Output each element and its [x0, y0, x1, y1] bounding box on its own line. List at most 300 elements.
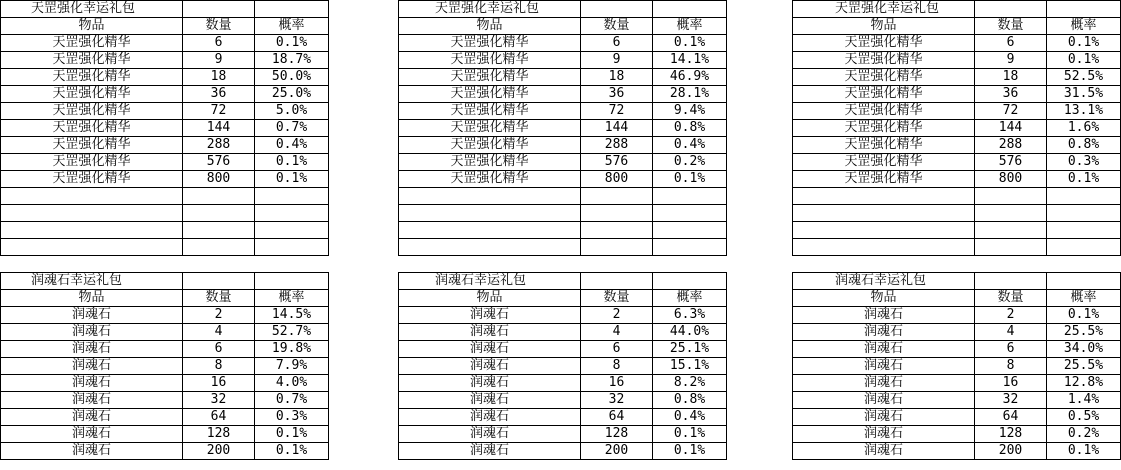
tiangang-table [398, 0, 727, 256]
table-row [792, 443, 1121, 460]
quantity-cell[interactable]: 64 [581, 409, 653, 425]
header-probability[interactable]: 概率 [1047, 18, 1121, 34]
probability-cell[interactable]: 0.1% [255, 154, 329, 170]
item-cell[interactable]: 天罡强化精华 [0, 171, 183, 187]
quantity-cell[interactable]: 18 [581, 69, 653, 85]
quantity-cell[interactable]: 36 [581, 86, 653, 102]
empty-cell[interactable] [975, 205, 1047, 222]
quantity-cell[interactable]: 64 [975, 409, 1047, 425]
table-row [398, 69, 727, 86]
item-cell[interactable]: 天罡强化精华 [792, 120, 975, 136]
item-cell[interactable]: 天罡强化精华 [792, 171, 975, 187]
item-cell[interactable]: 天罡强化精华 [0, 52, 183, 68]
probability-cell[interactable]: 0.1% [1047, 52, 1121, 68]
header-item[interactable]: 物品 [0, 290, 183, 306]
quantity-cell[interactable]: 6 [975, 35, 1047, 51]
table-row [398, 35, 727, 52]
probability-cell[interactable]: 4.0% [255, 375, 329, 391]
table-title[interactable]: 润魂石幸运礼包 [792, 273, 975, 289]
item-cell[interactable]: 天罡强化精华 [792, 103, 975, 119]
quantity-cell[interactable]: 72 [581, 103, 653, 119]
probability-cell[interactable]: 14.5% [255, 307, 329, 323]
probability-cell[interactable]: 0.4% [653, 137, 727, 153]
item-cell[interactable]: 天罡强化精华 [792, 35, 975, 51]
tiangang-table [0, 0, 329, 256]
probability-cell[interactable]: 25.5% [1047, 324, 1121, 340]
empty-cell[interactable] [581, 188, 653, 205]
item-cell[interactable]: 润魂石 [398, 409, 581, 425]
empty-cell[interactable] [0, 188, 183, 205]
quantity-cell[interactable]: 800 [183, 171, 255, 187]
quantity-cell[interactable]: 128 [183, 426, 255, 442]
item-cell[interactable]: 润魂石 [792, 409, 975, 425]
table-row [0, 69, 329, 86]
probability-cell[interactable]: 12.8% [1047, 375, 1121, 391]
probability-cell[interactable]: 0.4% [255, 137, 329, 153]
item-cell[interactable]: 润魂石 [0, 341, 183, 357]
quantity-cell[interactable]: 6 [581, 341, 653, 357]
empty-cell[interactable] [1047, 188, 1121, 205]
item-cell[interactable]: 润魂石 [398, 341, 581, 357]
empty-cell[interactable] [653, 205, 727, 222]
table-row [398, 171, 727, 188]
quantity-cell[interactable]: 9 [581, 52, 653, 68]
quantity-cell[interactable]: 9 [975, 52, 1047, 68]
item-cell[interactable]: 润魂石 [0, 443, 183, 459]
table-row [398, 426, 727, 443]
header-quantity[interactable]: 数量 [975, 18, 1047, 34]
header-quantity[interactable]: 数量 [581, 18, 653, 34]
empty-cell[interactable] [1047, 205, 1121, 222]
quantity-cell[interactable]: 576 [975, 154, 1047, 170]
item-cell[interactable]: 润魂石 [398, 358, 581, 374]
empty-cell[interactable] [975, 188, 1047, 205]
empty-row [0, 205, 329, 222]
table-header-row [398, 18, 727, 35]
probability-cell[interactable]: 0.1% [653, 171, 727, 187]
empty-cell[interactable] [581, 205, 653, 222]
empty-cell[interactable] [975, 273, 1047, 289]
empty-cell[interactable] [792, 239, 975, 256]
table-title-row [398, 1, 727, 18]
probability-cell[interactable]: 25.0% [255, 86, 329, 102]
probability-cell[interactable]: 52.5% [1047, 69, 1121, 85]
empty-cell[interactable] [792, 188, 975, 205]
item-cell[interactable]: 润魂石 [398, 392, 581, 408]
quantity-cell[interactable]: 144 [183, 120, 255, 136]
probability-cell[interactable]: 0.2% [1047, 426, 1121, 442]
probability-cell[interactable]: 0.1% [255, 426, 329, 442]
probability-cell[interactable]: 0.1% [1047, 171, 1121, 187]
empty-row [792, 205, 1121, 222]
empty-cell[interactable] [1047, 222, 1121, 239]
probability-cell[interactable]: 46.9% [653, 69, 727, 85]
item-cell[interactable]: 天罡强化精华 [398, 86, 581, 102]
runhunshi-table [398, 272, 727, 460]
item-cell[interactable]: 润魂石 [0, 409, 183, 425]
quantity-cell[interactable]: 800 [581, 171, 653, 187]
item-cell[interactable]: 润魂石 [792, 307, 975, 323]
item-cell[interactable]: 润魂石 [792, 375, 975, 391]
tiangang-table [792, 0, 1121, 256]
table-row [0, 154, 329, 171]
header-item[interactable]: 物品 [792, 290, 975, 306]
item-cell[interactable]: 润魂石 [0, 426, 183, 442]
probability-cell[interactable]: 0.1% [653, 35, 727, 51]
quantity-cell[interactable]: 36 [183, 86, 255, 102]
probability-cell[interactable]: 34.0% [1047, 341, 1121, 357]
probability-cell[interactable]: 0.3% [255, 409, 329, 425]
table-row [792, 35, 1121, 52]
item-cell[interactable]: 天罡强化精华 [398, 103, 581, 119]
quantity-cell[interactable]: 72 [183, 103, 255, 119]
item-cell[interactable]: 天罡强化精华 [0, 69, 183, 85]
table-row [792, 120, 1121, 137]
table-row [0, 35, 329, 52]
quantity-cell[interactable]: 288 [581, 137, 653, 153]
table-title[interactable]: 天罡强化幸运礼包 [0, 1, 183, 17]
empty-cell[interactable] [653, 222, 727, 239]
table-row [398, 443, 727, 460]
quantity-cell[interactable]: 8 [975, 358, 1047, 374]
quantity-cell[interactable]: 200 [975, 443, 1047, 459]
quantity-cell[interactable]: 32 [581, 392, 653, 408]
runhunshi-table [0, 272, 329, 460]
item-cell[interactable]: 润魂石 [0, 375, 183, 391]
empty-row [0, 222, 329, 239]
quantity-cell[interactable]: 576 [581, 154, 653, 170]
empty-cell[interactable] [183, 1, 255, 17]
table-row [792, 171, 1121, 188]
probability-cell[interactable]: 6.3% [653, 307, 727, 323]
empty-cell[interactable] [255, 205, 329, 222]
probability-cell[interactable]: 19.8% [255, 341, 329, 357]
table-row [398, 120, 727, 137]
quantity-cell[interactable]: 36 [975, 86, 1047, 102]
header-item[interactable]: 物品 [398, 18, 581, 34]
table-row [0, 358, 329, 375]
quantity-cell[interactable]: 128 [581, 426, 653, 442]
quantity-cell[interactable]: 16 [183, 375, 255, 391]
table-row [0, 375, 329, 392]
item-cell[interactable]: 天罡强化精华 [792, 52, 975, 68]
probability-cell[interactable]: 13.1% [1047, 103, 1121, 119]
probability-cell[interactable]: 0.1% [1047, 307, 1121, 323]
empty-cell[interactable] [1047, 239, 1121, 256]
item-cell[interactable]: 天罡强化精华 [0, 35, 183, 51]
probability-cell[interactable]: 0.7% [255, 120, 329, 136]
table-title[interactable]: 润魂石幸运礼包 [398, 273, 581, 289]
item-cell[interactable]: 天罡强化精华 [0, 103, 183, 119]
table-row [398, 86, 727, 103]
probability-cell[interactable]: 0.4% [653, 409, 727, 425]
item-cell[interactable]: 天罡强化精华 [398, 52, 581, 68]
item-cell[interactable]: 天罡强化精华 [0, 137, 183, 153]
panel-3 [792, 0, 1121, 458]
probability-cell[interactable]: 0.8% [653, 392, 727, 408]
quantity-cell[interactable]: 288 [183, 137, 255, 153]
probability-cell[interactable]: 9.4% [653, 103, 727, 119]
quantity-cell[interactable]: 18 [183, 69, 255, 85]
quantity-cell[interactable]: 8 [581, 358, 653, 374]
table-row [398, 137, 727, 154]
table-row [0, 392, 329, 409]
empty-row [792, 239, 1121, 256]
empty-cell[interactable] [975, 222, 1047, 239]
quantity-cell[interactable]: 16 [975, 375, 1047, 391]
probability-cell[interactable]: 1.6% [1047, 120, 1121, 136]
table-header-row [398, 290, 727, 307]
probability-cell[interactable]: 0.1% [1047, 35, 1121, 51]
item-cell[interactable]: 润魂石 [0, 392, 183, 408]
item-cell[interactable]: 润魂石 [398, 375, 581, 391]
empty-cell[interactable] [581, 239, 653, 256]
quantity-cell[interactable]: 2 [975, 307, 1047, 323]
probability-cell[interactable]: 0.2% [653, 154, 727, 170]
probability-cell[interactable]: 0.1% [255, 443, 329, 459]
quantity-cell[interactable]: 128 [975, 426, 1047, 442]
empty-cell[interactable] [183, 222, 255, 239]
probability-cell[interactable]: 5.0% [255, 103, 329, 119]
table-title[interactable]: 润魂石幸运礼包 [0, 273, 183, 289]
item-cell[interactable]: 润魂石 [398, 307, 581, 323]
quantity-cell[interactable]: 144 [581, 120, 653, 136]
empty-cell[interactable] [581, 222, 653, 239]
quantity-cell[interactable]: 4 [581, 324, 653, 340]
table-row [0, 341, 329, 358]
table-row [0, 120, 329, 137]
quantity-cell[interactable]: 32 [183, 392, 255, 408]
item-cell[interactable]: 润魂石 [792, 392, 975, 408]
probability-cell[interactable]: 1.4% [1047, 392, 1121, 408]
table-row [0, 52, 329, 69]
table-title[interactable]: 天罡强化幸运礼包 [398, 1, 581, 17]
table-title[interactable]: 天罡强化幸运礼包 [792, 1, 975, 17]
item-cell[interactable]: 天罡强化精华 [398, 35, 581, 51]
table-row [398, 392, 727, 409]
table-row [792, 426, 1121, 443]
item-cell[interactable]: 天罡强化精华 [792, 69, 975, 85]
table-row [792, 154, 1121, 171]
empty-cell[interactable] [653, 1, 727, 17]
runhunshi-table [792, 272, 1121, 460]
quantity-cell[interactable]: 6 [975, 341, 1047, 357]
empty-cell[interactable] [183, 205, 255, 222]
item-cell[interactable]: 润魂石 [792, 426, 975, 442]
quantity-cell[interactable]: 144 [975, 120, 1047, 136]
table-row [0, 171, 329, 188]
empty-row [398, 188, 727, 205]
item-cell[interactable]: 润魂石 [0, 358, 183, 374]
table-row [398, 409, 727, 426]
header-item[interactable]: 物品 [0, 18, 183, 34]
probability-cell[interactable]: 0.5% [1047, 409, 1121, 425]
probability-cell[interactable]: 8.2% [653, 375, 727, 391]
item-cell[interactable]: 润魂石 [792, 324, 975, 340]
item-cell[interactable]: 润魂石 [398, 426, 581, 442]
empty-cell[interactable] [0, 222, 183, 239]
table-row [792, 392, 1121, 409]
header-quantity[interactable]: 数量 [183, 18, 255, 34]
table-row [792, 52, 1121, 69]
header-item[interactable]: 物品 [792, 18, 975, 34]
item-cell[interactable]: 天罡强化精华 [398, 120, 581, 136]
quantity-cell[interactable]: 2 [581, 307, 653, 323]
probability-cell[interactable]: 0.3% [1047, 154, 1121, 170]
header-probability[interactable]: 概率 [255, 18, 329, 34]
empty-cell[interactable] [255, 239, 329, 256]
empty-cell[interactable] [398, 222, 581, 239]
probability-cell[interactable]: 0.1% [653, 443, 727, 459]
probability-cell[interactable]: 44.0% [653, 324, 727, 340]
item-cell[interactable]: 润魂石 [398, 324, 581, 340]
empty-cell[interactable] [581, 273, 653, 289]
table-row [792, 341, 1121, 358]
quantity-cell[interactable]: 200 [581, 443, 653, 459]
empty-cell[interactable] [792, 205, 975, 222]
probability-cell[interactable]: 52.7% [255, 324, 329, 340]
empty-cell[interactable] [183, 273, 255, 289]
probability-cell[interactable]: 0.8% [653, 120, 727, 136]
item-cell[interactable]: 天罡强化精华 [792, 154, 975, 170]
empty-cell[interactable] [255, 273, 329, 289]
table-row [792, 86, 1121, 103]
quantity-cell[interactable]: 64 [183, 409, 255, 425]
quantity-cell[interactable]: 16 [581, 375, 653, 391]
empty-cell[interactable] [0, 205, 183, 222]
quantity-cell[interactable]: 2 [183, 307, 255, 323]
item-cell[interactable]: 天罡强化精华 [398, 137, 581, 153]
empty-cell[interactable] [255, 1, 329, 17]
item-cell[interactable]: 润魂石 [792, 358, 975, 374]
table-row [398, 52, 727, 69]
probability-cell[interactable]: 0.1% [255, 171, 329, 187]
quantity-cell[interactable]: 800 [975, 171, 1047, 187]
table-row [792, 103, 1121, 120]
empty-cell[interactable] [183, 188, 255, 205]
probability-cell[interactable]: 0.1% [653, 426, 727, 442]
quantity-cell[interactable]: 6 [183, 341, 255, 357]
panel-1 [0, 0, 329, 458]
table-header-row [0, 290, 329, 307]
quantity-cell[interactable]: 6 [183, 35, 255, 51]
item-cell[interactable]: 润魂石 [0, 307, 183, 323]
empty-row [398, 222, 727, 239]
empty-cell[interactable] [398, 239, 581, 256]
header-quantity[interactable]: 数量 [183, 290, 255, 306]
quantity-cell[interactable]: 200 [183, 443, 255, 459]
table-header-row [792, 18, 1121, 35]
header-probability[interactable]: 概率 [653, 290, 727, 306]
empty-cell[interactable] [653, 273, 727, 289]
header-quantity[interactable]: 数量 [581, 290, 653, 306]
quantity-cell[interactable]: 6 [581, 35, 653, 51]
item-cell[interactable]: 天罡强化精华 [398, 154, 581, 170]
probability-cell[interactable]: 25.1% [653, 341, 727, 357]
probability-cell[interactable]: 50.0% [255, 69, 329, 85]
probability-cell[interactable]: 28.1% [653, 86, 727, 102]
probability-cell[interactable]: 7.9% [255, 358, 329, 374]
item-cell[interactable]: 天罡强化精华 [0, 154, 183, 170]
probability-cell[interactable]: 0.1% [1047, 443, 1121, 459]
quantity-cell[interactable]: 32 [975, 392, 1047, 408]
probability-cell[interactable]: 0.8% [1047, 137, 1121, 153]
item-cell[interactable]: 天罡强化精华 [0, 86, 183, 102]
item-cell[interactable]: 天罡强化精华 [792, 86, 975, 102]
quantity-cell[interactable]: 4 [975, 324, 1047, 340]
quantity-cell[interactable]: 72 [975, 103, 1047, 119]
item-cell[interactable]: 天罡强化精华 [792, 137, 975, 153]
empty-cell[interactable] [398, 205, 581, 222]
probability-cell[interactable]: 25.5% [1047, 358, 1121, 374]
empty-cell[interactable] [0, 239, 183, 256]
panel-2 [398, 0, 727, 458]
item-cell[interactable]: 天罡强化精华 [0, 120, 183, 136]
empty-cell[interactable] [398, 188, 581, 205]
header-probability[interactable]: 概率 [653, 18, 727, 34]
quantity-cell[interactable]: 8 [183, 358, 255, 374]
empty-cell[interactable] [653, 188, 727, 205]
probability-cell[interactable]: 18.7% [255, 52, 329, 68]
empty-cell[interactable] [792, 222, 975, 239]
item-cell[interactable]: 润魂石 [398, 443, 581, 459]
table-title-row [0, 1, 329, 18]
header-quantity[interactable]: 数量 [975, 290, 1047, 306]
empty-cell[interactable] [255, 188, 329, 205]
table-row [0, 137, 329, 154]
table-row [0, 409, 329, 426]
quantity-cell[interactable]: 9 [183, 52, 255, 68]
probability-cell[interactable]: 14.1% [653, 52, 727, 68]
empty-cell[interactable] [1047, 273, 1121, 289]
item-cell[interactable]: 润魂石 [792, 443, 975, 459]
item-cell[interactable]: 天罡强化精华 [398, 69, 581, 85]
empty-cell[interactable] [975, 1, 1047, 17]
empty-cell[interactable] [581, 1, 653, 17]
empty-row [792, 222, 1121, 239]
quantity-cell[interactable]: 288 [975, 137, 1047, 153]
header-probability[interactable]: 概率 [1047, 290, 1121, 306]
probability-cell[interactable]: 0.1% [255, 35, 329, 51]
empty-cell[interactable] [183, 239, 255, 256]
item-cell[interactable]: 天罡强化精华 [398, 171, 581, 187]
table-header-row [792, 290, 1121, 307]
header-item[interactable]: 物品 [398, 290, 581, 306]
item-cell[interactable]: 润魂石 [0, 324, 183, 340]
empty-cell[interactable] [1047, 1, 1121, 17]
probability-cell[interactable]: 15.1% [653, 358, 727, 374]
table-row [398, 154, 727, 171]
quantity-cell[interactable]: 4 [183, 324, 255, 340]
table-row [398, 324, 727, 341]
table-row [0, 426, 329, 443]
probability-cell[interactable]: 31.5% [1047, 86, 1121, 102]
empty-cell[interactable] [975, 239, 1047, 256]
table-row [792, 69, 1121, 86]
table-row [792, 358, 1121, 375]
quantity-cell[interactable]: 18 [975, 69, 1047, 85]
header-probability[interactable]: 概率 [255, 290, 329, 306]
empty-row [398, 239, 727, 256]
probability-cell[interactable]: 0.7% [255, 392, 329, 408]
quantity-cell[interactable]: 576 [183, 154, 255, 170]
empty-row [0, 188, 329, 205]
item-cell[interactable]: 润魂石 [792, 341, 975, 357]
empty-cell[interactable] [653, 239, 727, 256]
empty-row [792, 188, 1121, 205]
empty-cell[interactable] [255, 222, 329, 239]
table-header-row [0, 18, 329, 35]
